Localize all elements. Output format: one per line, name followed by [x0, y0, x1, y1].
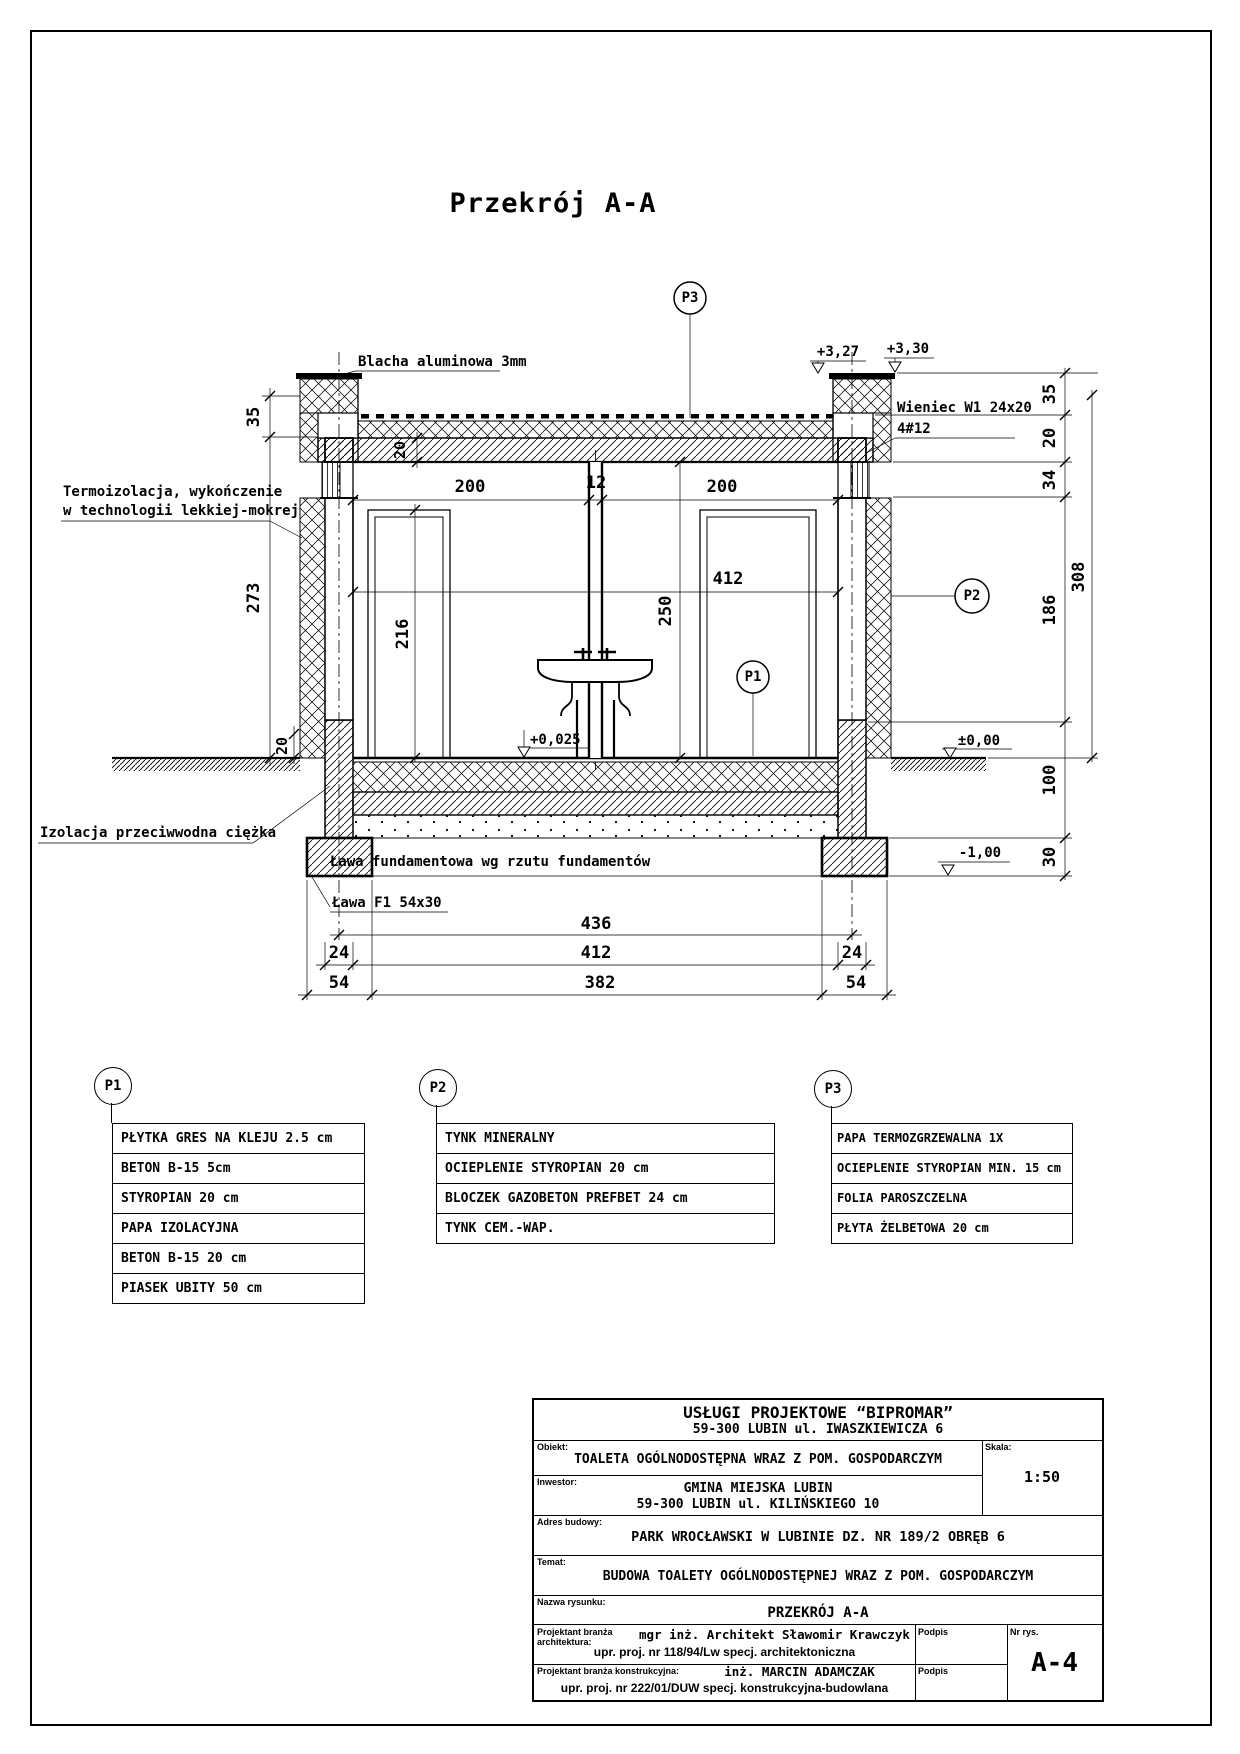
elevation-327 [810, 344, 866, 373]
svg-text:412: 412 [712, 569, 744, 589]
temat-label: Temat: [537, 1557, 566, 1567]
title-block [532, 1398, 1104, 1702]
roof-membrane [358, 413, 833, 421]
svg-text:35: 35 [244, 406, 264, 428]
rebar-label: 4#12 [897, 421, 931, 437]
legend-row: PŁYTKA GRES NA KLEJU 2.5 cm [113, 1124, 364, 1154]
legend-row: PŁYTA ŻELBETOWA 20 cm [837, 1221, 989, 1235]
blacha-cap-left [296, 373, 362, 379]
legend-stem-p3 [831, 1106, 832, 1123]
legend-row: BETON B-15 5cm [113, 1154, 364, 1184]
skala-label: Skala: [985, 1442, 1012, 1452]
right-wall-insulation [866, 498, 891, 758]
legend-row: OCIEPLENIE STYROPIAN 20 cm [437, 1154, 774, 1184]
podpis-label-konstr: Podpis [918, 1666, 949, 1676]
elevation-330 [884, 341, 934, 372]
company-name: USŁUGI PROJEKTOWE “BIPROMAR” [683, 1403, 953, 1422]
svg-text:34: 34 [1040, 469, 1060, 491]
legend-callout-p2: P2 [419, 1069, 457, 1107]
roof-insulation [358, 421, 833, 438]
termo-label-1: Termoizolacja, wykończenie [63, 484, 283, 500]
svg-text:54: 54 [845, 973, 867, 993]
legend-row: PAPA TERMOZGRZEWALNA 1X [832, 1124, 1072, 1154]
nr-rys-value: A-4 [1031, 1648, 1078, 1678]
legend-row: OCIEPLENIE STYROPIAN MIN. 15 cm [832, 1154, 1072, 1184]
temat-value: BUDOWA TOALETY OGÓLNODOSTĘPNEJ WRAZ Z POM. GOSPODARCZYM [602, 1569, 1034, 1584]
svg-text:436: 436 [580, 914, 612, 934]
svg-text:382: 382 [584, 973, 616, 993]
nr-rys-label: Nr rys. [1010, 1627, 1039, 1637]
obiekt-value: TOALETA OGÓLNODOSTĘPNA WRAZ Z POM. GOSPODARCZYM [574, 1452, 942, 1467]
right-wall [833, 462, 891, 758]
legend-row: TYNK CEM.-WAP. [445, 1221, 555, 1236]
adres-label: Adres budowy: [537, 1517, 603, 1527]
proj-arch-line2: upr. proj. nr 118/94/Lw specj. architektoniczna [593, 1645, 856, 1659]
company-address: 59-300 LUBIN ul. IWASZKIEWICZA 6 [692, 1422, 944, 1437]
legend-table-p2 [436, 1123, 775, 1244]
svg-text:54: 54 [328, 973, 350, 993]
svg-text:24: 24 [328, 943, 350, 963]
nazwa-label: Nazwa rysunku: [537, 1597, 606, 1607]
left-wall [300, 462, 358, 758]
legend-row: PIASEK UBITY 50 cm [121, 1281, 262, 1296]
svg-text:+0,025: +0,025 [530, 732, 581, 748]
left-wall-insulation [300, 498, 325, 758]
proj-konstr-line1: inż. MARCIN ADAMCZAK [724, 1664, 875, 1679]
proj-konstr-line2: upr. proj. nr 222/01/DUW specj. konstrukcyjna-budowlana [560, 1681, 889, 1695]
legend-row: BLOCZEK GAZOBETON PREFBET 24 cm [437, 1184, 774, 1214]
legend-row: TYNK MINERALNY [437, 1124, 774, 1154]
blacha-label: Blacha aluminowa 3mm [358, 354, 527, 370]
svg-text:P3: P3 [681, 290, 699, 306]
right-door [700, 510, 816, 758]
left-parapet [296, 373, 362, 462]
svg-text:24: 24 [841, 943, 863, 963]
svg-text:308: 308 [1069, 561, 1089, 593]
svg-text:12: 12 [585, 473, 607, 493]
svg-text:30: 30 [1040, 846, 1060, 868]
legend-row: BETON B-15 20 cm [113, 1244, 364, 1274]
svg-text:+3,27: +3,27 [816, 344, 860, 360]
right-parapet [829, 373, 895, 462]
termo-label-2: w technologii lekkiej-mokrej [63, 503, 300, 519]
wieniec-label: Wieniec W1 24x20 [897, 400, 1032, 416]
inwestor-label: Inwestor: [537, 1477, 578, 1487]
blacha-cap-right [829, 373, 895, 379]
svg-text:100: 100 [1040, 764, 1060, 796]
svg-text:200: 200 [454, 477, 486, 497]
svg-text:412: 412 [580, 943, 612, 963]
svg-text:216: 216 [393, 618, 413, 650]
partition-wall [589, 462, 602, 758]
proj-konstr-label: Projektant branża konstrukcyjna: [537, 1666, 680, 1676]
inwestor-line1: GMINA MIEJSKA LUBIN [683, 1481, 833, 1496]
footing-right [822, 838, 887, 876]
elevation-0025 [518, 730, 590, 757]
legend-row: FOLIA PAROSZCZELNA [832, 1184, 1072, 1214]
callout-p3 [674, 282, 706, 418]
svg-text:+3,30: +3,30 [886, 341, 930, 357]
left-window-band [322, 462, 340, 498]
podpis-label-arch: Podpis [918, 1627, 949, 1637]
svg-text:20: 20 [391, 440, 409, 460]
svg-text:186: 186 [1040, 594, 1060, 626]
svg-text:273: 273 [244, 582, 264, 614]
svg-text:20: 20 [1040, 427, 1060, 449]
elevation-000 [942, 733, 1012, 758]
callout-p1 [737, 661, 769, 756]
legend-stem-p2 [436, 1105, 437, 1123]
svg-text:P1: P1 [744, 669, 762, 685]
svg-text:20: 20 [273, 736, 291, 756]
proj-arch-line1: mgr inż. Architekt Sławomir Krawczyk [639, 1627, 910, 1642]
legend-row: PAPA IZOLACYJNA [113, 1214, 364, 1244]
lawa-f1-label: Ława F1 54x30 [332, 895, 442, 911]
obiekt-label: Obiekt: [537, 1442, 569, 1452]
izolacja-label: Izolacja przeciwwodna ciężka [40, 825, 277, 841]
legend-row: STYROPIAN 20 cm [113, 1184, 364, 1214]
adres-value: PARK WROCŁAWSKI W LUBINIE DZ. NR 189/2 OBRĘB 6 [631, 1529, 1005, 1545]
nazwa-value: PRZEKRÓJ A-A [767, 1605, 869, 1621]
page-title: Przekrój A-A [449, 188, 657, 219]
legend-table-p3 [831, 1123, 1073, 1244]
proj-arch-label: Projektant branża architektura: [537, 1627, 613, 1647]
svg-text:35: 35 [1040, 383, 1060, 405]
right-window-band [851, 462, 869, 498]
legend-callout-p3: P3 [814, 1070, 852, 1108]
lawa-fundamentowa-label: Ława fundamentowa wg rzutu fundamentów [329, 854, 651, 870]
legend-table-p1 [112, 1123, 365, 1304]
svg-text:200: 200 [706, 477, 738, 497]
svg-text:P2: P2 [963, 588, 981, 604]
svg-text:±0,00: ±0,00 [957, 733, 1001, 749]
svg-text:-1,00: -1,00 [958, 845, 1002, 861]
legend-stem-p1 [111, 1103, 112, 1123]
inwestor-line2: 59-300 LUBIN ul. KILIŃSKIEGO 10 [636, 1497, 880, 1512]
callout-p2 [891, 579, 989, 613]
svg-text:250: 250 [656, 595, 676, 627]
elevation-m100 [938, 845, 1010, 875]
legend-callout-p1: P1 [94, 1067, 132, 1105]
skala-value: 1:50 [1023, 1468, 1061, 1486]
